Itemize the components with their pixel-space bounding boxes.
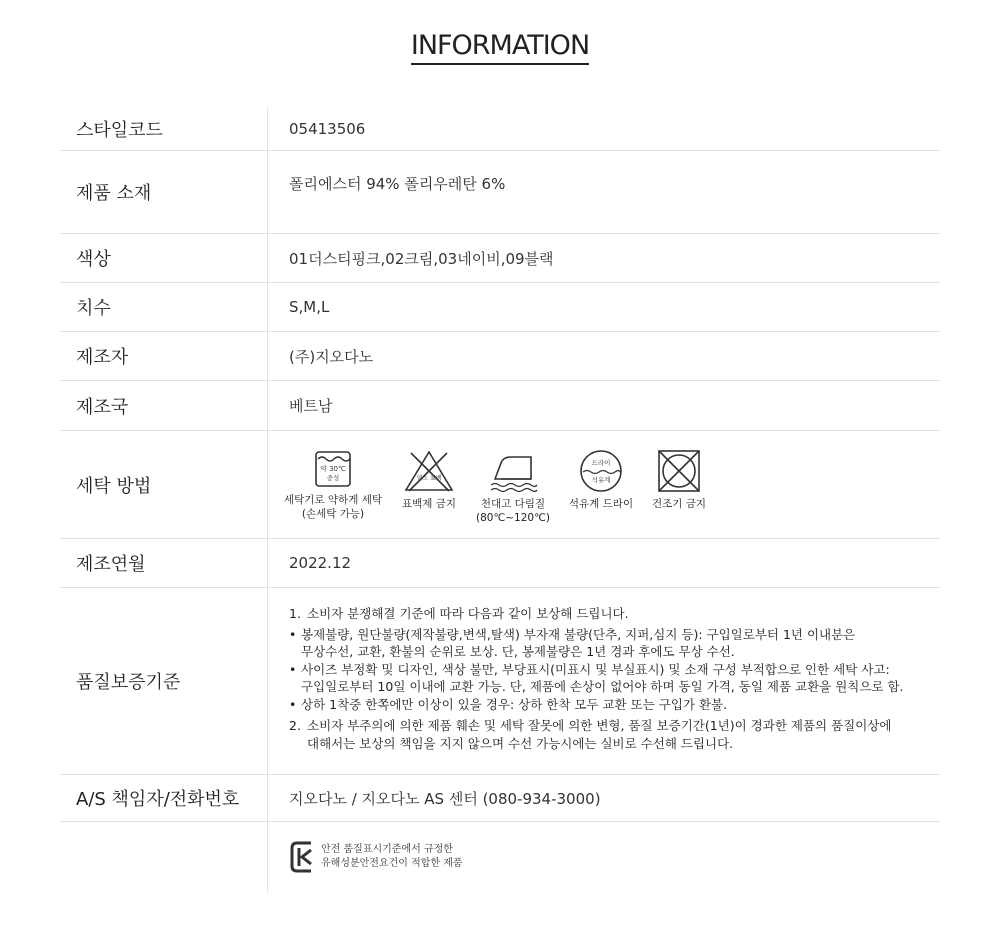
wash-neutral-text: 중성 — [326, 474, 340, 482]
row-mfg-date — [60, 539, 940, 588]
iron-icon — [487, 449, 539, 493]
label-country: 제조국 — [60, 381, 268, 430]
quality-bullet-1 — [289, 626, 940, 661]
quality-bullet-2-text — [301, 661, 904, 696]
care-item-bleach — [395, 449, 463, 511]
kc-text — [321, 843, 463, 871]
label-care: 세탁 방법 — [60, 431, 268, 538]
label-color: 색상 — [60, 234, 268, 282]
value-style-code: 05413506 — [289, 120, 366, 138]
care-caption-iron: 천대고 다림질 (80℃~120℃) — [476, 498, 550, 524]
bullet-1-line-2: 무상수선, 교환, 환불의 순위로 보상. 단, 봉제불량은 1년 경과 후에도 무상 수선. — [301, 644, 735, 659]
wash-temp-text: 약 30℃ — [320, 465, 346, 473]
value-manufacturer: (주)지오다노 — [289, 347, 374, 366]
bullet-2-line-1: 사이즈 부정확 및 디자인, 색상 불만, 부당표시(미표시 및 부실표시) 및 소재 구성 부적합으로 인한 세탁 사고: — [301, 661, 890, 677]
row-as — [60, 775, 940, 822]
care-item-iron — [471, 449, 555, 525]
row-quality — [60, 588, 940, 775]
label-style-code: 스타일코드 — [60, 108, 268, 150]
quality-bullet-1-text — [301, 626, 855, 661]
value-size: S,M,L — [289, 298, 330, 316]
quality-text — [268, 588, 940, 774]
bullet-2-line-2: 구입일로부터 10일 이내에 교환 가능. 단, 제품에 손상이 없어야 하며 동일 가격, 동일 제품 교환을 원칙으로 함. — [301, 679, 904, 694]
care-caption-dryclean: 석유계 드라이 — [568, 498, 634, 510]
row-color — [60, 234, 940, 283]
value-material: 폴리에스터 94% 폴리우레탄 6% — [289, 175, 506, 193]
row-kc — [60, 822, 940, 892]
care-caption-wash: 세탁기로 약하게 세탁 (손세탁 가능) — [284, 494, 382, 520]
page-title-wrap — [0, 30, 1000, 61]
quality-num-1: 1. — [289, 606, 301, 621]
care-item-wash — [281, 449, 385, 521]
dryclean-text: 드라이 — [591, 459, 611, 467]
kc-line-2: 유해성분안전요건이 적합한 제품 — [321, 858, 463, 869]
info-table — [60, 108, 940, 892]
quality-item-1 — [289, 605, 940, 623]
label-quality: 품질보증기준 — [60, 588, 268, 774]
value-country: 베트남 — [289, 397, 333, 415]
care-item-dryclean — [559, 449, 643, 511]
row-material — [60, 151, 940, 234]
petroleum-text: 석유계 — [591, 476, 611, 484]
label-material: 제품 소재 — [60, 151, 268, 233]
row-care — [60, 431, 940, 539]
row-size — [60, 283, 940, 332]
item-2-line-2: 대해서는 보상의 책임을 지지 않으며 수선 가능시에는 실비로 수선해 드립니다. — [307, 735, 734, 751]
value-as: 지오다노 / 지오다노 AS 센터 (080-934-3000) — [289, 789, 601, 808]
item-2-line-1: 소비자 부주의에 의한 제품 훼손 및 세탁 잘못에 의한 변형, 품질 보증기간(1년)이 경과한 제품의 품질이상에 — [307, 718, 892, 733]
bullet-mark: • — [289, 626, 297, 642]
row-style-code — [60, 108, 940, 151]
quality-bullet-2 — [289, 661, 940, 696]
kc-cert — [268, 822, 940, 892]
care-symbols — [268, 431, 940, 538]
label-kc — [60, 822, 268, 892]
no-bleach-icon — [403, 449, 455, 493]
row-manufacturer — [60, 332, 940, 381]
kc-line-1: 안전 품질표시기준에서 규정한 — [321, 844, 453, 855]
bullet-mark: • — [289, 661, 297, 677]
value-mfg-date: 2022.12 — [289, 554, 352, 572]
care-caption-tumble: 건조기 금지 — [651, 498, 707, 510]
label-size: 치수 — [60, 283, 268, 331]
care-caption-bleach: 표백제 금지 — [401, 498, 457, 510]
no-tumble-dry-icon — [656, 449, 702, 493]
page-title: INFORMATION — [411, 30, 589, 65]
quality-bullet-3 — [289, 696, 940, 714]
care-item-tumble — [643, 449, 715, 511]
value-color: 01더스티핑크,02크림,03네이비,09블랙 — [289, 249, 554, 268]
kc-logo-icon — [289, 839, 315, 875]
quality-item-1-text: 소비자 분쟁해결 기준에 따라 다음과 같이 보상해 드립니다. — [307, 606, 629, 621]
row-country — [60, 381, 940, 431]
bleach-text: 염소 표백 — [416, 475, 442, 482]
bullet-3-line-1: 상하 1착중 한쪽에만 이상이 있을 경우: 상하 한착 모두 교환 또는 구입가 환불. — [301, 696, 728, 712]
quality-item-2 — [289, 717, 940, 752]
quality-item-2-text — [307, 717, 891, 752]
dry-clean-icon — [578, 449, 624, 493]
wash-tub-icon — [313, 449, 353, 489]
bullet-mark: • — [289, 696, 297, 712]
quality-num-2: 2. — [289, 718, 301, 733]
label-as: A/S 책임자/전화번호 — [60, 775, 268, 821]
label-mfg-date: 제조연월 — [60, 539, 268, 587]
label-manufacturer: 제조자 — [60, 332, 268, 380]
bullet-1-line-1: 봉제불량, 원단불량(제작불량,변색,탈색) 부자재 불량(단추, 지퍼,심지 등): 구입일로부터 1년 이내분은 — [301, 626, 856, 642]
